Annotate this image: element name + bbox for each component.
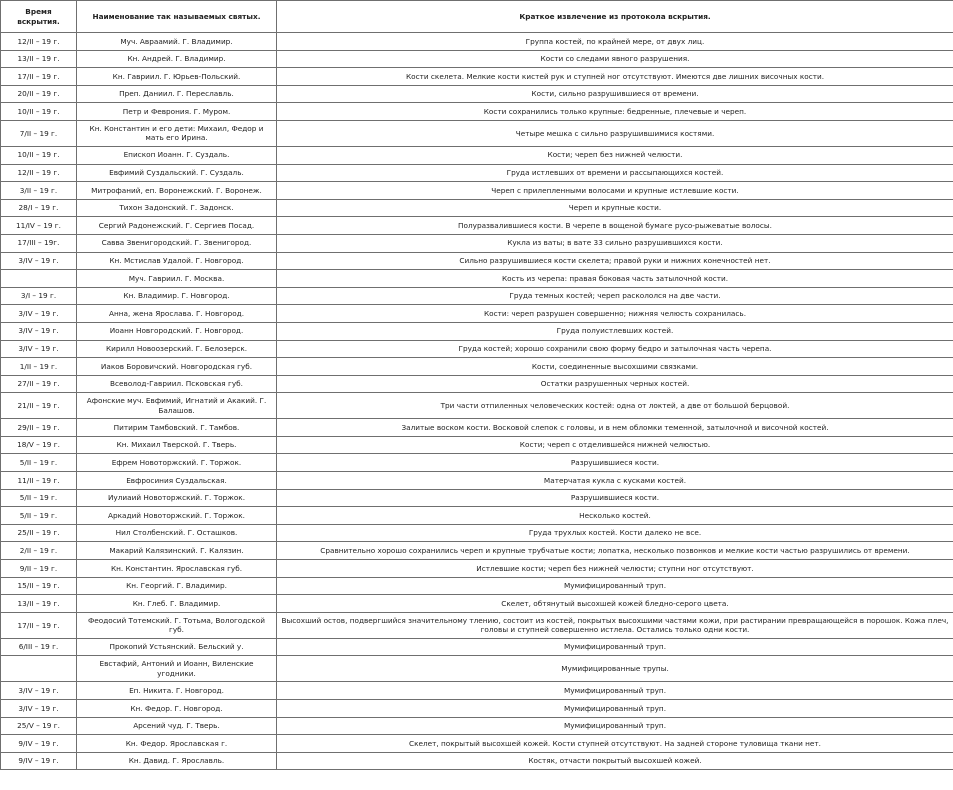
text-cell: Кости, соединенные высохшими связками. <box>277 358 953 376</box>
table-row <box>1 33 953 51</box>
text-cell: Мумифицированный труп. <box>277 700 953 718</box>
name-cell: Кн. Владимир. Г. Новгород. <box>77 287 277 305</box>
date-cell: 25/II – 19 г. <box>1 524 77 542</box>
date-cell: 1/II – 19 г. <box>1 358 77 376</box>
name-cell: Митрофаний, еп. Воронежский. Г. Воронеж. <box>77 182 277 200</box>
table-row <box>1 217 953 235</box>
table-row <box>1 682 953 700</box>
date-cell <box>1 656 77 682</box>
table-row <box>1 656 953 682</box>
date-cell: 5/II – 19 г. <box>1 489 77 507</box>
name-cell: Кн. Давид. Г. Ярославль. <box>77 752 277 770</box>
text-cell: Кости; череп без нижней челюсти. <box>277 146 953 164</box>
date-cell: 3/II – 19 г. <box>1 182 77 200</box>
text-cell: Остатки разрушенных черных костей. <box>277 375 953 393</box>
table-row <box>1 393 953 419</box>
name-cell: Иоанн Новгородский. Г. Новгород. <box>77 322 277 340</box>
name-cell: Нил Столбенский. Г. Осташков. <box>77 524 277 542</box>
name-cell: Муч. Гавриил. Г. Москва. <box>77 270 277 288</box>
header-name: Наименование так называемых святых. <box>77 1 277 33</box>
text-cell: Разрушившиеся кости. <box>277 489 953 507</box>
date-cell: 12/II – 19 г. <box>1 33 77 51</box>
name-cell: Кн. Федор. Г. Новгород. <box>77 700 277 718</box>
text-cell: Высохший остов, подвергшийся значительному тлению, состоит из костей, покрытых высохшими частями кожи, при растирании превращающейся в порошок. Кожа плеч, головы и ступней совершенно истлела. Остались только одни кости. <box>277 612 953 638</box>
table-row <box>1 700 953 718</box>
name-cell: Кн. Гавриил. Г. Юрьев-Польский. <box>77 68 277 86</box>
name-cell: Кн. Андрей. Г. Владимир. <box>77 50 277 68</box>
header-text: Краткое извлечение из протокола вскрытия. <box>277 1 953 33</box>
name-cell: Иулиаий Новоторжский. Г. Торжок. <box>77 489 277 507</box>
table-row <box>1 454 953 472</box>
date-cell: 3/IV – 19 г. <box>1 305 77 323</box>
name-cell: Афонские муч. Евфимий, Игнатий и Акакий. Г. Балашов. <box>77 393 277 419</box>
text-cell: Мумифицированный труп. <box>277 682 953 700</box>
text-cell: Груда костей; хорошо сохранили свою форму бедро и затылочная часть черепа. <box>277 340 953 358</box>
name-cell: Всеволод-Гавриил. Псковская губ. <box>77 375 277 393</box>
date-cell: 3/IV – 19 г. <box>1 252 77 270</box>
date-cell: 3/I – 19 г. <box>1 287 77 305</box>
table-row <box>1 340 953 358</box>
text-cell: Группа костей, по крайней мере, от двух лиц. <box>277 33 953 51</box>
date-cell: 15/II – 19 г. <box>1 577 77 595</box>
table-row <box>1 305 953 323</box>
date-cell: 17/II – 19 г. <box>1 612 77 638</box>
name-cell: Петр и Феврония. Г. Муром. <box>77 103 277 121</box>
date-cell: 5/II – 19 г. <box>1 507 77 525</box>
table-row <box>1 252 953 270</box>
table-row <box>1 595 953 613</box>
table-row <box>1 146 953 164</box>
table-row <box>1 270 953 288</box>
table-row <box>1 489 953 507</box>
name-cell: Еп. Никита. Г. Новгород. <box>77 682 277 700</box>
date-cell: 27/II – 19 г. <box>1 375 77 393</box>
date-cell: 18/V – 19 г. <box>1 436 77 454</box>
text-cell: Кость из черепа: правая боковая часть затылочной кости. <box>277 270 953 288</box>
name-cell: Кн. Константин и его дети: Михаил, Федор и мать его Ирина. <box>77 120 277 146</box>
date-cell: 5/II – 19 г. <box>1 454 77 472</box>
name-cell: Феодосий Тотемский. Г. Тотьма, Вологодской губ. <box>77 612 277 638</box>
text-cell: Скелет, обтянутый высохшей кожей бледно-серого цвета. <box>277 595 953 613</box>
name-cell: Кирилл Новоозерский. Г. Белозерск. <box>77 340 277 358</box>
table-row <box>1 85 953 103</box>
text-cell: Матерчатая кукла с кусками костей. <box>277 472 953 490</box>
text-cell: Груда темных костей; череп раскололся на две части. <box>277 287 953 305</box>
text-cell: Сильно разрушившиеся кости скелета; правой руки и нижних конечностей нет. <box>277 252 953 270</box>
table-row <box>1 103 953 121</box>
date-cell: 3/IV – 19 г. <box>1 682 77 700</box>
table-row <box>1 358 953 376</box>
name-cell: Ефрем Новоторжский. Г. Торжок. <box>77 454 277 472</box>
table-row <box>1 182 953 200</box>
date-cell: 7/II – 19 г. <box>1 120 77 146</box>
date-cell: 17/II – 19 г. <box>1 68 77 86</box>
table-row <box>1 717 953 735</box>
date-cell: 28/I – 19 г. <box>1 199 77 217</box>
date-cell: 3/IV – 19 г. <box>1 340 77 358</box>
table-row <box>1 612 953 638</box>
date-cell: 9/II – 19 г. <box>1 560 77 578</box>
date-cell: 20/II – 19 г. <box>1 85 77 103</box>
date-cell: 17/III – 19г. <box>1 234 77 252</box>
name-cell: Прокопий Устьянский. Бельский у. <box>77 638 277 656</box>
text-cell: Груда полуистлевших костей. <box>277 322 953 340</box>
text-cell: Скелет, покрытый высохшей кожей. Кости ступней отсутствуют. На задней стороне туловища ткани нет. <box>277 735 953 753</box>
date-cell: 13/II – 19 г. <box>1 595 77 613</box>
text-cell: Кости скелета. Мелкие кости кистей рук и ступней ног отсутствуют. Имеются две лишних височных кости. <box>277 68 953 86</box>
name-cell: Иаков Боровичский. Новгородская губ. <box>77 358 277 376</box>
name-cell: Кн. Федор. Ярославская г. <box>77 735 277 753</box>
table-row <box>1 472 953 490</box>
name-cell: Евстафий, Антоний и Иоанн, Виленские угодники. <box>77 656 277 682</box>
text-cell: Череп с прилепленными волосами и крупные истлевшие кости. <box>277 182 953 200</box>
date-cell: 25/V – 19 г. <box>1 717 77 735</box>
text-cell: Груда трухлых костей. Кости далеко не все. <box>277 524 953 542</box>
text-cell: Мумифицированный труп. <box>277 638 953 656</box>
date-cell: 3/IV – 19 г. <box>1 322 77 340</box>
date-cell: 13/II – 19 г. <box>1 50 77 68</box>
name-cell: Кн. Михаил Тверской. Г. Тверь. <box>77 436 277 454</box>
table-row <box>1 542 953 560</box>
name-cell: Анна, жена Ярослава. Г. Новгород. <box>77 305 277 323</box>
table-row <box>1 577 953 595</box>
date-cell: 6/III – 19 г. <box>1 638 77 656</box>
table-row <box>1 120 953 146</box>
table-row <box>1 164 953 182</box>
table-row <box>1 436 953 454</box>
name-cell: Макарий Калязинский. Г. Калязин. <box>77 542 277 560</box>
text-cell: Мумифицированный труп. <box>277 577 953 595</box>
text-cell: Мумифицированный труп. <box>277 717 953 735</box>
text-cell: Три части отпиленных человеческих костей: одна от локтей, а две от большой берцовой. <box>277 393 953 419</box>
table-row <box>1 199 953 217</box>
table-row <box>1 50 953 68</box>
date-cell: 11/IV – 19 г. <box>1 217 77 235</box>
name-cell: Евфросиния Суздальская. <box>77 472 277 490</box>
text-cell: Разрушившиеся кости. <box>277 454 953 472</box>
table-row <box>1 322 953 340</box>
text-cell: Четыре мешка с сильно разрушившимися костями. <box>277 120 953 146</box>
text-cell: Костяк, отчасти покрытый высохшей кожей. <box>277 752 953 770</box>
text-cell: Кости со следами явного разрушения. <box>277 50 953 68</box>
table-row <box>1 287 953 305</box>
name-cell: Муч. Авраамий. Г. Владимир. <box>77 33 277 51</box>
table-row <box>1 524 953 542</box>
name-cell: Тихон Задонский. Г. Задонск. <box>77 199 277 217</box>
name-cell: Епископ Иоанн. Г. Суздаль. <box>77 146 277 164</box>
text-cell: Кости; череп с отделившейся нижней челюстью. <box>277 436 953 454</box>
date-cell: 3/IV – 19 г. <box>1 700 77 718</box>
text-cell: Залитые воском кости. Восковой слепок с головы, и в нем обломки теменной, затылочной и височной костей. <box>277 419 953 437</box>
table-row <box>1 560 953 578</box>
date-cell: 9/IV – 19 г. <box>1 735 77 753</box>
text-cell: Кости сохранились только крупные: бедренные, плечевые и череп. <box>277 103 953 121</box>
table-row <box>1 638 953 656</box>
table-row <box>1 234 953 252</box>
table-row <box>1 68 953 86</box>
text-cell: Кукла из ваты; в вате 33 сильно разрушившихся кости. <box>277 234 953 252</box>
name-cell: Савва Звенигородский. Г. Звенигород. <box>77 234 277 252</box>
table-row <box>1 375 953 393</box>
name-cell: Аркадий Новоторжский. Г. Торжок. <box>77 507 277 525</box>
text-cell: Полуразвалившиеся кости. В черепе в вощеной бумаге русо-рыжеватые волосы. <box>277 217 953 235</box>
name-cell: Кн. Георгий. Г. Владимир. <box>77 577 277 595</box>
date-cell: 2/II – 19 г. <box>1 542 77 560</box>
date-cell: 9/IV – 19 г. <box>1 752 77 770</box>
date-cell: 10/II – 19 г. <box>1 146 77 164</box>
table-row <box>1 735 953 753</box>
date-cell: 11/II – 19 г. <box>1 472 77 490</box>
date-cell: 12/II – 19 г. <box>1 164 77 182</box>
name-cell: Преп. Даниил. Г. Переславль. <box>77 85 277 103</box>
date-cell <box>1 270 77 288</box>
name-cell: Арсений чуд. Г. Тверь. <box>77 717 277 735</box>
name-cell: Кн. Глеб. Г. Владимир. <box>77 595 277 613</box>
text-cell: Несколько костей. <box>277 507 953 525</box>
date-cell: 21/II – 19 г. <box>1 393 77 419</box>
date-cell: 29/II – 19 г. <box>1 419 77 437</box>
name-cell: Евфимий Суздальский. Г. Суздаль. <box>77 164 277 182</box>
name-cell: Питирим Тамбовский. Г. Тамбов. <box>77 419 277 437</box>
table-row <box>1 752 953 770</box>
header-row <box>1 1 953 33</box>
name-cell: Кн. Константин. Ярославская губ. <box>77 560 277 578</box>
text-cell: Кости, сильно разрушившиеся от времени. <box>277 85 953 103</box>
date-cell: 10/II – 19 г. <box>1 103 77 121</box>
text-cell: Мумифицированные трупы. <box>277 656 953 682</box>
text-cell: Кости: череп разрушен совершенно; нижняя челюсть сохранилась. <box>277 305 953 323</box>
header-date: Время вскрытия. <box>1 1 77 33</box>
table-row <box>1 419 953 437</box>
text-cell: Истлевшие кости; череп без нижней челюсти; ступни ног отсутствуют. <box>277 560 953 578</box>
table-row <box>1 507 953 525</box>
text-cell: Череп и крупные кости. <box>277 199 953 217</box>
name-cell: Кн. Мстислав Удалой. Г. Новгород. <box>77 252 277 270</box>
text-cell: Сравнительно хорошо сохранились череп и крупные трубчатые кости; лопатка, несколько позвонков и мелкие кости частью разрушились от времени. <box>277 542 953 560</box>
text-cell: Груда истлевших от времени и рассыпающихся костей. <box>277 164 953 182</box>
name-cell: Сергий Радонежский. Г. Сергиев Посад. <box>77 217 277 235</box>
